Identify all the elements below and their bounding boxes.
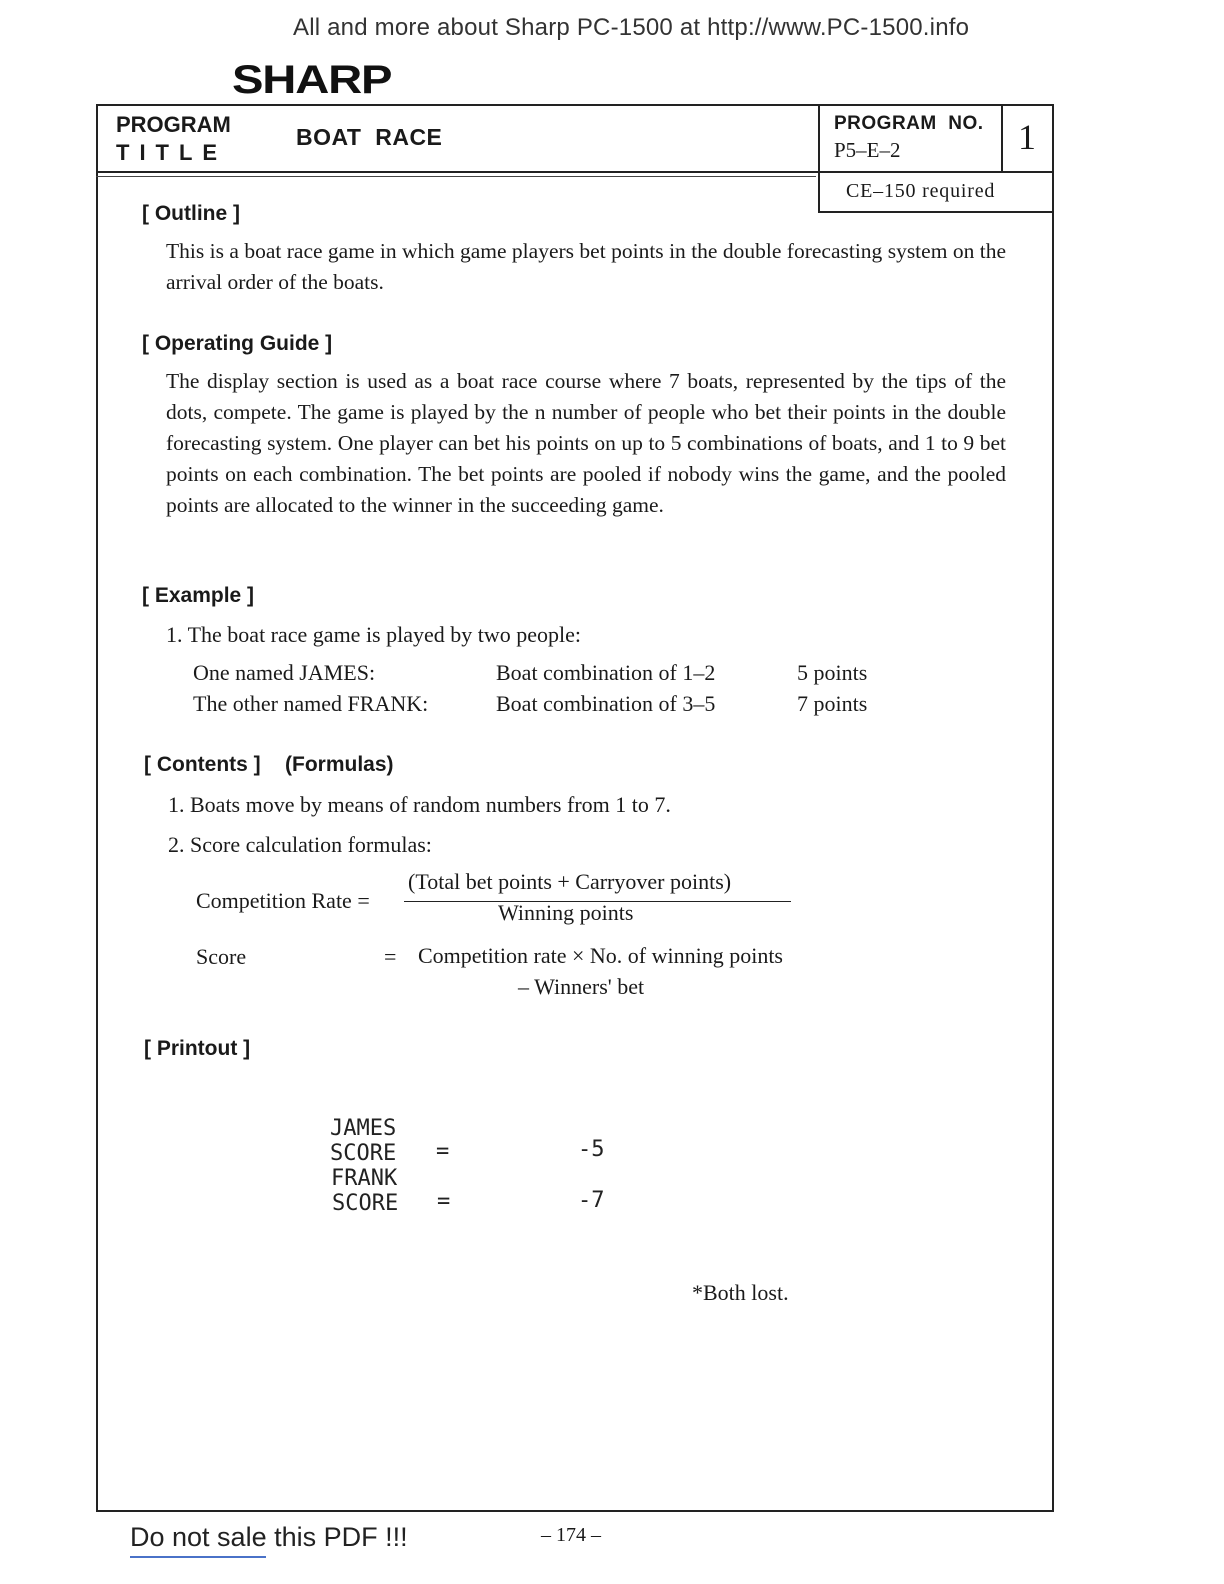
contents-item-1: 1. Boats move by means of random numbers from 1 to 7. <box>168 792 671 817</box>
printout-note: *Both lost. <box>692 1280 789 1305</box>
printout-value: -7 <box>578 1188 605 1213</box>
page-number: – 174 – <box>541 1524 601 1546</box>
printout-label: JAMES <box>330 1116 397 1141</box>
notice-underline <box>130 1556 266 1558</box>
program-no-divider <box>818 104 820 172</box>
printout-value: -5 <box>578 1137 605 1162</box>
program-title-label-2: TITLE <box>116 140 228 165</box>
score-formula-line-2: – Winners' bet <box>518 974 645 999</box>
header-divider-secondary <box>96 176 816 177</box>
operating-guide-text: The display section is used as a boat race course where 7 boats, represented by the tips of the dots, compete. The game is played by the n number of people who bet their points in the double forecasting system. One player can bet his points on up to 5 combinations of boats, and 1 to 9 bet points on each combination. The bet points are pooled if nobody wins the game, and the pooled points are allocated to the winner in the succeeding game. <box>166 369 1006 517</box>
top-banner: All and more about Sharp PC-1500 at http://www.PC-1500.info <box>293 14 970 41</box>
example-player: One named JAMES: <box>193 660 376 685</box>
contents-heading: [ Contents ] <box>144 753 261 776</box>
program-title-label: PROGRAM <box>116 112 231 137</box>
printout-heading: [ Printout ] <box>144 1037 251 1060</box>
contents-item-2: 2. Score calculation formulas: <box>168 832 432 857</box>
example-intro: 1. The boat race game is played by two people: <box>166 622 582 647</box>
formula-numerator: (Total bet points + Carryover points) <box>408 869 732 894</box>
sharp-logo: SHARP <box>232 58 392 102</box>
example-combination: Boat combination of 1–2 <box>496 660 716 685</box>
formula-denominator: Winning points <box>498 900 634 925</box>
page-index-divider <box>1001 104 1003 172</box>
printout-label: FRANK <box>331 1166 398 1191</box>
score-equals: = <box>384 944 397 969</box>
printout-label: SCORE <box>330 1141 397 1166</box>
example-points: 5 points <box>797 660 868 685</box>
operating-guide-heading: [ Operating Guide ] <box>142 332 333 355</box>
printout-equals: = <box>437 1189 451 1214</box>
contents-subheading: (Formulas) <box>285 753 394 776</box>
printout-label: SCORE <box>332 1191 399 1216</box>
outline-heading: [ Outline ] <box>142 202 240 225</box>
score-formula-line-1: Competition rate × No. of winning points <box>418 943 783 968</box>
example-heading: [ Example ] <box>142 584 255 607</box>
outline-text: This is a boat race game in which game players bet points in the double forecasting system on the arrival order of the boats. <box>166 239 1006 294</box>
program-no-label: PROGRAM NO. <box>834 113 984 134</box>
example-points: 7 points <box>797 691 868 716</box>
requirement-note: CE–150 required <box>846 180 996 202</box>
competition-rate-label: Competition Rate = <box>196 888 370 913</box>
page-index: 1 <box>1018 117 1036 157</box>
printout-equals: = <box>436 1139 450 1164</box>
example-player: The other named FRANK: <box>193 691 429 716</box>
program-no-value: P5–E–2 <box>834 138 901 162</box>
example-combination: Boat combination of 3–5 <box>496 691 716 716</box>
program-title: BOAT RACE <box>296 124 443 150</box>
score-label: Score <box>196 944 247 969</box>
bottom-notice: Do not sale this PDF !!! <box>130 1522 408 1552</box>
